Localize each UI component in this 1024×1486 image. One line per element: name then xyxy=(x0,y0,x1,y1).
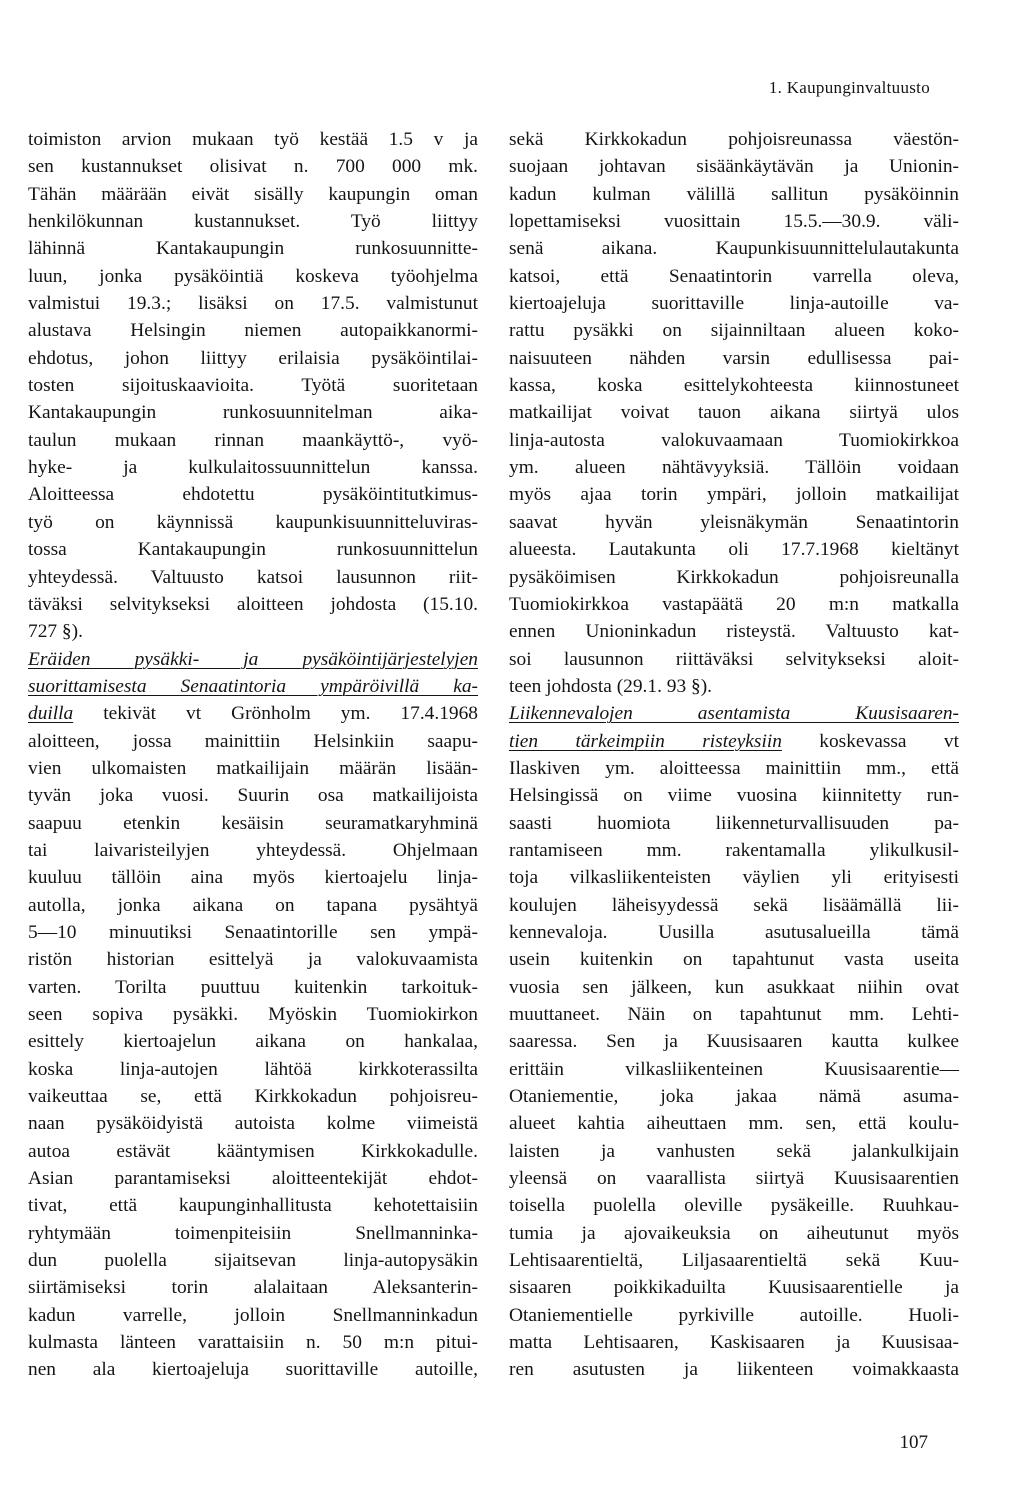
text-line: Lehtisaarentieltä, Liljasaarentieltä sekä Kuu- xyxy=(509,1250,959,1272)
text-line: hyke- ja kulkulaitossuunnittelun kanssa. xyxy=(28,457,478,479)
text-line: muuttaneet. Näin on tapahtunut mm. Lehti- xyxy=(509,1004,959,1025)
subheading-text: duilla xyxy=(28,703,74,725)
text-line: toisella puolella oleville pysäkeille. Ruuhkau- xyxy=(509,1195,959,1217)
text-line: linja-autosta valokuvaamaan Tuomiokirkkoa xyxy=(509,429,959,451)
text-line: saapuu etenkin kesäisin seuramatkaryhminä xyxy=(28,812,478,834)
subheading-line xyxy=(509,728,959,755)
text-line: Otaniementielle pyrkiville autoille. Huoli- xyxy=(509,1304,959,1326)
left-column xyxy=(28,126,478,1384)
text-line: 727 §). xyxy=(28,621,83,643)
text-line: Kantakaupungin runkosuunnitelman aika- xyxy=(28,402,478,424)
text-line: lähinnä Kantakaupungin runkosuunnitte- xyxy=(28,238,478,260)
paragraph-traffic-lights xyxy=(509,700,959,1384)
text-line: saavat hyvän yleisnäkymän Senaatintorin xyxy=(509,511,959,533)
text-line: senä aikana. Kaupunkisuunnittelulautakunta xyxy=(509,238,959,260)
text-line: ryhtymään toimenpiteisiin Snellmanninka- xyxy=(28,1222,478,1244)
text-line: teen johdosta (29.1. 93 §). xyxy=(509,675,713,697)
text-line: saaressa. Sen ja Kuusisaaren kautta kulkee xyxy=(509,1031,959,1053)
text-line: täväksi selvitykseksi aloitteen johdosta (15.10. xyxy=(28,593,478,615)
text-line: laisten ja vanhusten sekä jalankulkijain xyxy=(509,1140,959,1162)
text-line: dun puolella sijaitsevan linja-autopysäkin xyxy=(28,1250,478,1272)
text-line: seen sopiva pysäkki. Myöskin Tuomiokirkon xyxy=(28,1004,478,1025)
text-line: kuuluu tällöin aina myös kiertoajelu linja- xyxy=(28,867,478,889)
text-line: Asian parantamiseksi aloitteentekijät ehdot- xyxy=(28,1168,478,1190)
text-line: valmistui 19.3.; lisäksi on 17.5. valmistunut xyxy=(28,293,478,315)
text-line: kadun kulman välillä sallitun pysäköinnin xyxy=(509,183,959,205)
subheading-line xyxy=(28,673,478,700)
text-line: rattu pysäkki on sijainniltaan alueen koko- xyxy=(509,320,959,342)
text-line: toja vilkasliikenteisten väylien yli erityisesti xyxy=(509,867,959,889)
running-head: 1. Kaupunginvaltuusto xyxy=(768,78,930,97)
subheading-line xyxy=(509,700,959,727)
text-line: luun, jonka pysäköintiä koskeva työohjelma xyxy=(28,265,478,287)
text-line: työ on käynnissä kaupunkisuunnitteluviras- xyxy=(28,511,478,533)
subheading-tail: koskevassa vt xyxy=(781,730,959,752)
text-line: sekä Kirkkokadun pohjoisreunassa väestön- xyxy=(509,129,959,150)
text-line: taulun mukaan rinnan maankäyttö-, vyö- xyxy=(28,429,478,451)
text-line: kiertoajeluja suorittaville linja-autoille va- xyxy=(509,293,959,315)
text-line: matkailijat voivat tauon aikana siirtyä ulos xyxy=(509,402,959,424)
text-line: siirtämiseksi torin alalaitaan Aleksanterin- xyxy=(28,1277,478,1299)
text-line: tivat, että kaupunginhallitusta kehotettaisiin xyxy=(28,1195,478,1217)
text-line: henkilökunnan kustannukset. Työ liittyy xyxy=(28,211,478,233)
text-line: alueesta. Lautakunta oli 17.7.1968 kieltänyt xyxy=(509,539,959,561)
text-line: ren asutusten ja liikenteen voimakkaasta xyxy=(509,1359,959,1381)
text-line: ennen Unioninkadun risteystä. Valtuusto kat- xyxy=(509,621,959,643)
text-line: Tähän määrään eivät sisälly kaupungin oman xyxy=(28,183,478,205)
text-line: rantamiseen mm. rakentamalla ylikulkusil- xyxy=(509,839,959,861)
text-line: ym. alueen nähtävyyksiä. Tällöin voidaan xyxy=(509,457,959,479)
subheading-tail: tekivät vt Grönholm ym. 17.4.1968 xyxy=(73,703,478,725)
text-line: yhteydessä. Valtuusto katsoi lausunnon riit- xyxy=(28,566,478,588)
right-column xyxy=(509,126,959,1384)
text-line: soi lausunnon riittäväksi selvitykseksi aloit- xyxy=(509,648,959,670)
text-line: autoa estävät kääntymisen Kirkkokadulle. xyxy=(28,1140,478,1162)
subheading-text: suorittamisesta Senaatintoria ympäröivillä ka- xyxy=(28,675,478,697)
text-line: Ilaskiven ym. aloitteessa mainittiin mm., että xyxy=(509,757,959,779)
text-line: nen ala kiertoajeluja suorittaville autoille, xyxy=(28,1359,478,1381)
text-line: aloitteen, jossa mainittiin Helsinkiin saapu- xyxy=(28,730,478,752)
page-number: 107 xyxy=(899,1432,928,1453)
text-line: yleensä on vaarallista siirtyä Kuusisaarentien xyxy=(509,1168,959,1190)
text-line: alustava Helsingin niemen autopaikkanormi- xyxy=(28,320,478,342)
text-line: Otaniementie, joka jakaa nämä asuma- xyxy=(509,1086,959,1108)
text-line: myös ajaa torin ympäri, jolloin matkailijat xyxy=(509,484,959,506)
text-line: ristön historian esittelyä ja valokuvaamista xyxy=(28,949,478,971)
text-line: autolla, jonka aikana on tapana pysähtyä xyxy=(28,894,478,916)
text-line: kassa, koska esittelykohteesta kiinnostuneet xyxy=(509,375,959,397)
text-line: lopettamiseksi vuosittain 15.5.—30.9. väli- xyxy=(509,211,959,233)
text-line: vuosia sen jälkeen, kun asukkaat niihin ovat xyxy=(509,976,959,998)
text-line: sen kustannukset olisivat n. 700 000 mk. xyxy=(28,156,478,178)
text-line: koulujen läheisyydessä sekä lisäämällä lii- xyxy=(509,894,959,916)
text-line: tyvän joka vuosi. Suurin osa matkailijoista xyxy=(28,785,478,807)
text-line: naisuuteen nähden varsin edullisessa pai- xyxy=(509,347,959,369)
text-line: kulmasta länteen varattaisiin n. 50 m:n pitui- xyxy=(28,1332,478,1354)
text-line: tai laivaristeilyjen yhteydessä. Ohjelmaan xyxy=(28,839,478,861)
text-line: Aloitteessa ehdotettu pysäköintitutkimus- xyxy=(28,484,478,506)
text-line: saasti huomiota liikenneturvallisuuden pa- xyxy=(509,812,959,834)
text-line: erittäin vilkasliikenteinen Kuusisaarentie— xyxy=(509,1058,959,1080)
subheading-text: Liikennevalojen asentamista Kuusisaaren- xyxy=(509,703,959,725)
text-line: sisaaren poikkikaduilta Kuusisaarentielle ja xyxy=(509,1277,959,1299)
text-line: kadun varrelle, jolloin Snellmanninkadun xyxy=(28,1304,478,1326)
text-line: varten. Torilta puuttuu kuitenkin tarkoituk- xyxy=(28,976,478,998)
subheading-text: tien tärkeimpiin risteyksiin xyxy=(509,730,782,752)
text-line: koska linja-autojen lähtöä kirkkoterassilta xyxy=(28,1058,478,1080)
text-line: kennevaloja. Uusilla asutusalueilla tämä xyxy=(509,921,959,943)
text-line: Helsingissä on viime vuosina kiinnitetty run- xyxy=(509,785,959,807)
text-line: alueet kahtia aiheuttaen mm. sen, että koulu- xyxy=(509,1113,959,1135)
text-line: Tuomiokirkkoa vastapäätä 20 m:n matkalla xyxy=(509,593,959,615)
subheading-text: Eräiden pysäkki- ja pysäköintijärjestelyjen xyxy=(28,648,478,670)
text-line: pysäköimisen Kirkkokadun pohjoisreunalla xyxy=(509,566,959,588)
subheading-line xyxy=(28,700,478,727)
paragraph-church-street xyxy=(509,126,959,700)
text-line: tumia ja ajovaikeuksia on aiheutunut myös xyxy=(509,1222,959,1244)
subheading-line xyxy=(28,646,478,673)
text-line: toimiston arvion mukaan työ kestää 1.5 v ja xyxy=(28,129,478,150)
text-line: tosten sijoituskaavioita. Työtä suoritetaan xyxy=(28,375,478,397)
text-line: ehdotus, johon liittyy erilaisia pysäköintilai- xyxy=(28,347,478,369)
text-line: 5—10 minuutiksi Senaatintorille sen ympä- xyxy=(28,921,478,943)
text-line: suojaan johtavan sisäänkäytävän ja Unionin- xyxy=(509,156,959,178)
text-line: esittely kiertoajelun aikana on hankalaa, xyxy=(28,1031,478,1053)
text-line: tossa Kantakaupungin runkosuunnittelun xyxy=(28,539,478,561)
text-line: vaikeuttaa se, että Kirkkokadun pohjoisreu- xyxy=(28,1086,478,1108)
text-line: usein kuitenkin on tapahtunut vasta useita xyxy=(509,949,959,971)
paragraph-senate-square xyxy=(28,646,478,1384)
text-line: katsoi, että Senaatintorin varrella oleva, xyxy=(509,265,959,287)
text-line: naan pysäköidyistä autoista kolme viimeistä xyxy=(28,1113,478,1135)
paragraph-study-status xyxy=(28,126,478,646)
text-line: matta Lehtisaaren, Kaskisaaren ja Kuusisaa- xyxy=(509,1332,959,1354)
text-line: vien ulkomaisten matkailijain määrän lisään- xyxy=(28,757,478,779)
